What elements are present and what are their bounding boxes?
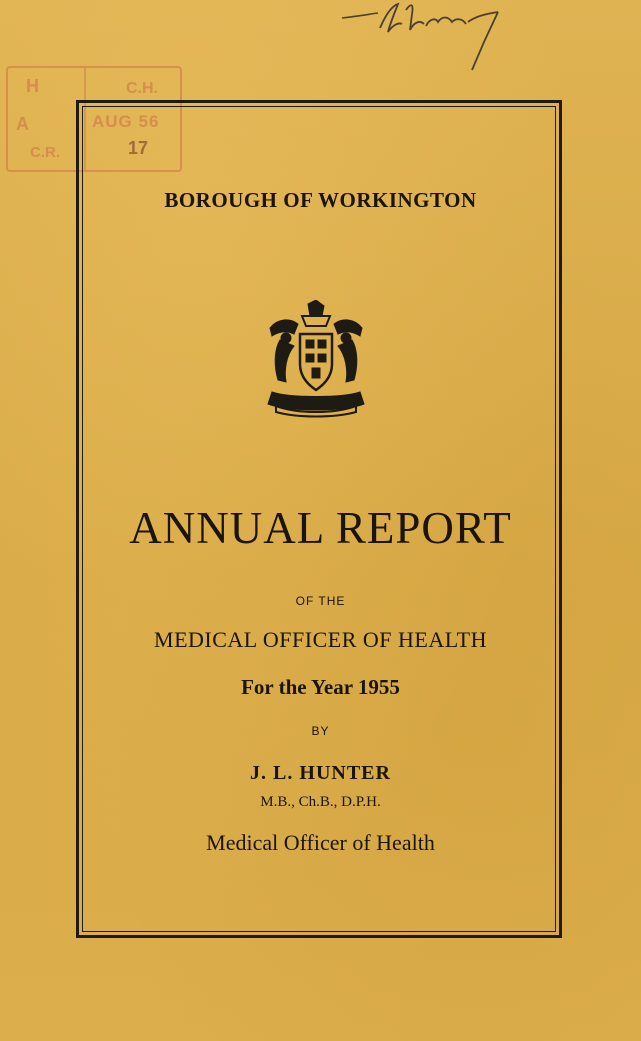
stamp-number: 17 <box>128 138 149 158</box>
report-title: ANNUAL REPORT <box>129 503 512 553</box>
coat-of-arms-icon <box>264 300 368 418</box>
stamp-letter-a: A <box>16 114 29 134</box>
stamp-letter-h: H <box>26 76 39 96</box>
author-degrees: M.B., Ch.B., D.P.H. <box>260 794 381 810</box>
stamp-date: AUG 56 <box>92 112 160 131</box>
by-label: BY <box>311 724 330 738</box>
author-name: J. L. HUNTER <box>250 762 391 784</box>
stamp-dept: C.H. <box>126 80 158 97</box>
author-role: Medical Officer of Health <box>206 830 435 855</box>
report-year: For the Year 1955 <box>241 675 400 699</box>
of-the-label: OF THE <box>295 594 346 608</box>
handwritten-library-note <box>340 0 510 75</box>
borough-heading: BOROUGH OF WORKINGTON <box>164 188 477 212</box>
report-subject: MEDICAL OFFICER OF HEALTH <box>154 627 487 652</box>
stamp-letter-cr: C.R. <box>30 144 60 161</box>
